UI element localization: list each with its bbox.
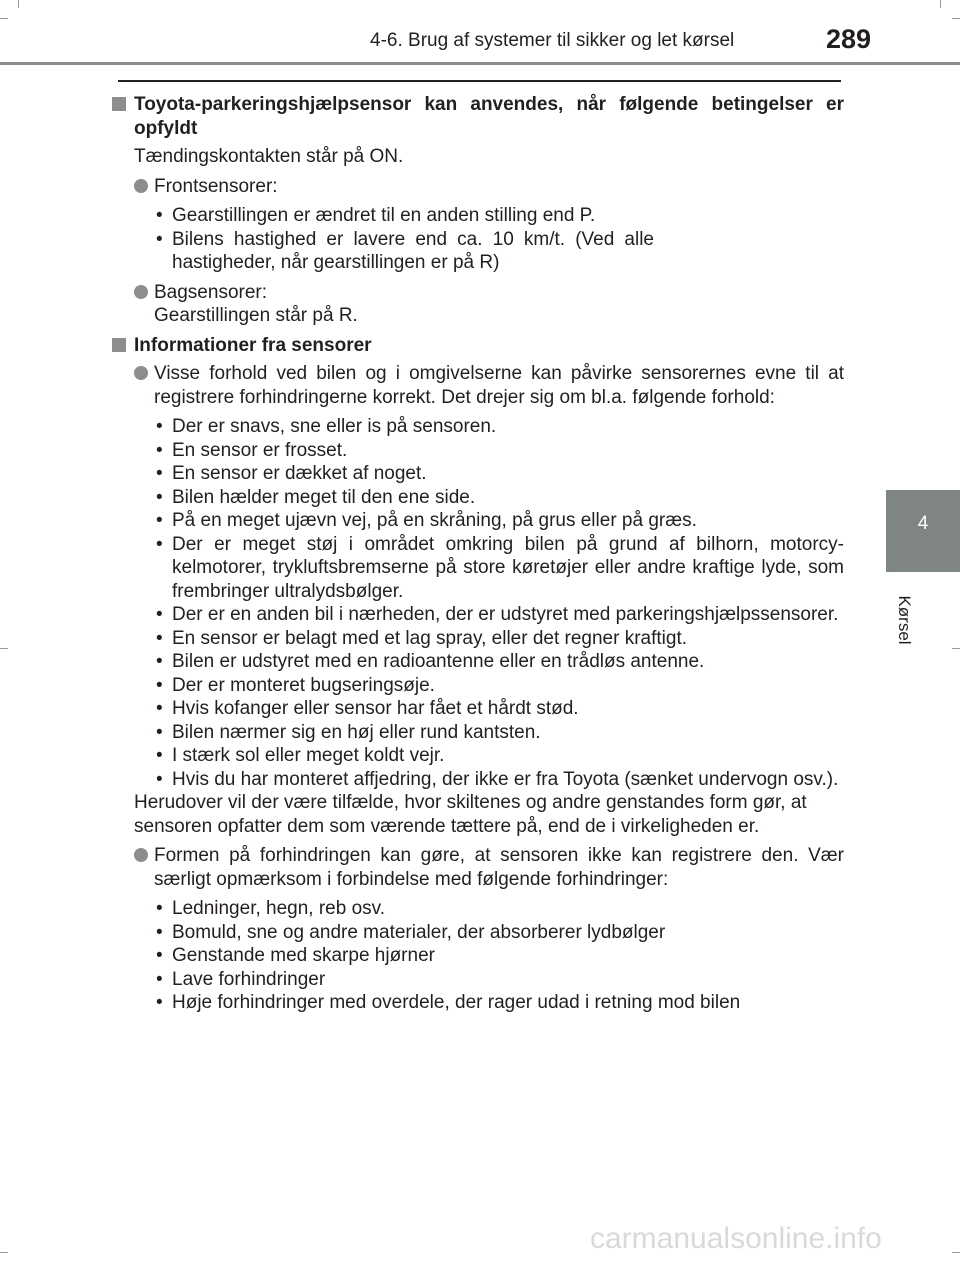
list-item: Frontsensorer:	[112, 175, 844, 199]
square-bullet-icon	[112, 338, 126, 352]
list-item: Visse forhold ved bilen og i omgivelserne kan påvirke sensorernes evne til at registrere forhindringerne korrekt. Det drejer sig om bl.a. følgende forhold:	[112, 362, 844, 409]
section-heading: Informationer fra sensorer	[112, 334, 844, 358]
bullet-list	[112, 204, 844, 275]
circle-bullet-icon	[134, 285, 148, 299]
crop-mark	[0, 1252, 8, 1253]
bullet-item: • En sensor er belagt med et lag spray, eller det regner kraftigt.	[156, 627, 844, 651]
bullet-list	[112, 415, 844, 791]
bullet-item: • Bilens hastighed er lavere end ca. 10 km/t. (Ved alle hastigheder, når gearstillingen er på R)	[156, 228, 844, 275]
bullet-item: • Genstande med skarpe hjørner	[156, 944, 844, 968]
crop-mark	[952, 1252, 960, 1253]
bullet-item: • Hvis du har monteret affjedring, der ikke er fra Toyota (sænket undervogn osv.).	[156, 768, 844, 792]
page-number: 289	[826, 24, 872, 54]
chapter-number: 4	[917, 513, 929, 534]
list-item: Bagsensorer: Gearstillingen står på R.	[112, 281, 844, 328]
circle-bullet-icon	[134, 848, 148, 862]
bullet-item: • En sensor er frosset.	[156, 439, 844, 463]
chapter-tab[interactable]	[886, 490, 960, 572]
chapter-label: Kørsel	[895, 595, 914, 645]
crop-mark	[952, 18, 960, 19]
watermark-text: carmanualsonline.info	[590, 1222, 882, 1255]
crop-mark	[940, 0, 941, 8]
bullet-item: • Der er snavs, sne eller is på sensoren.	[156, 415, 844, 439]
bullet-item: • Bilen nærmer sig en høj eller rund kantsten.	[156, 721, 844, 745]
bullet-item: • Der er en anden bil i nærheden, der er udstyret med parkeringshjælpssensorer.	[156, 603, 844, 627]
paragraph: Tændingskontakten står på ON.	[134, 146, 404, 167]
square-bullet-icon	[112, 97, 126, 111]
bullet-item: • Lave forhindringer	[156, 968, 844, 992]
crop-mark	[0, 648, 8, 649]
bullet-item: • Hvis kofanger eller sensor har fået et hårdt stød.	[156, 697, 844, 721]
bullet-item: • På en meget ujævn vej, på en skråning, på grus eller på græs.	[156, 509, 844, 533]
bullet-item: • Bomuld, sne og andre materialer, der absorberer lydbølger	[156, 921, 844, 945]
bullet-item: • Ledninger, hegn, reb osv.	[156, 897, 844, 921]
bullet-item: • Gearstillingen er ændret til en anden stilling end P.	[156, 204, 844, 228]
crop-mark	[18, 0, 19, 8]
bullet-list	[112, 897, 844, 1015]
bullet-item: • Der er meget støj i området omkring bilen på grund af bilhorn, motorcykelmotorer, trykluftsbremserne på store køretøjer eller andre kraftige lyde, som frembringer ultralydsbølger.	[156, 533, 844, 604]
page-content	[112, 93, 844, 1021]
section-heading: Toyota-parkeringshjælpsensor kan anvendes, når følgende betingelser er opfyldt	[112, 93, 844, 140]
paragraph: Herudover vil der være tilfælde, hvor skiltenes og andre genstandes form gør, at sensoren opfatter dem som værende tættere på, end de i virkeligheden er.	[134, 792, 807, 837]
bullet-item: • Der er monteret bugseringsøje.	[156, 674, 844, 698]
bullet-item: • I stærk sol eller meget koldt vejr.	[156, 744, 844, 768]
circle-bullet-icon	[134, 366, 148, 380]
crop-mark	[0, 18, 8, 19]
bullet-item: • Bilen er udstyret med en radioantenne eller en trådløs antenne.	[156, 650, 844, 674]
header-rule	[0, 62, 960, 65]
section-title: 4-6. Brug af systemer til sikker og let kørsel	[370, 30, 735, 51]
bullet-item: • Høje forhindringer med overdele, der rager udad i retning mod bilen	[156, 991, 844, 1015]
list-item: Formen på forhindringen kan gøre, at sensoren ikke kan registrere den. Vær særligt opmærksom i forbindelse med følgende forhindringer:	[112, 844, 844, 891]
circle-bullet-icon	[134, 179, 148, 193]
bullet-item: • En sensor er dækket af noget.	[156, 462, 844, 486]
bullet-item: • Bilen hælder meget til den ene side.	[156, 486, 844, 510]
content-top-rule	[118, 80, 841, 82]
crop-mark	[952, 648, 960, 649]
